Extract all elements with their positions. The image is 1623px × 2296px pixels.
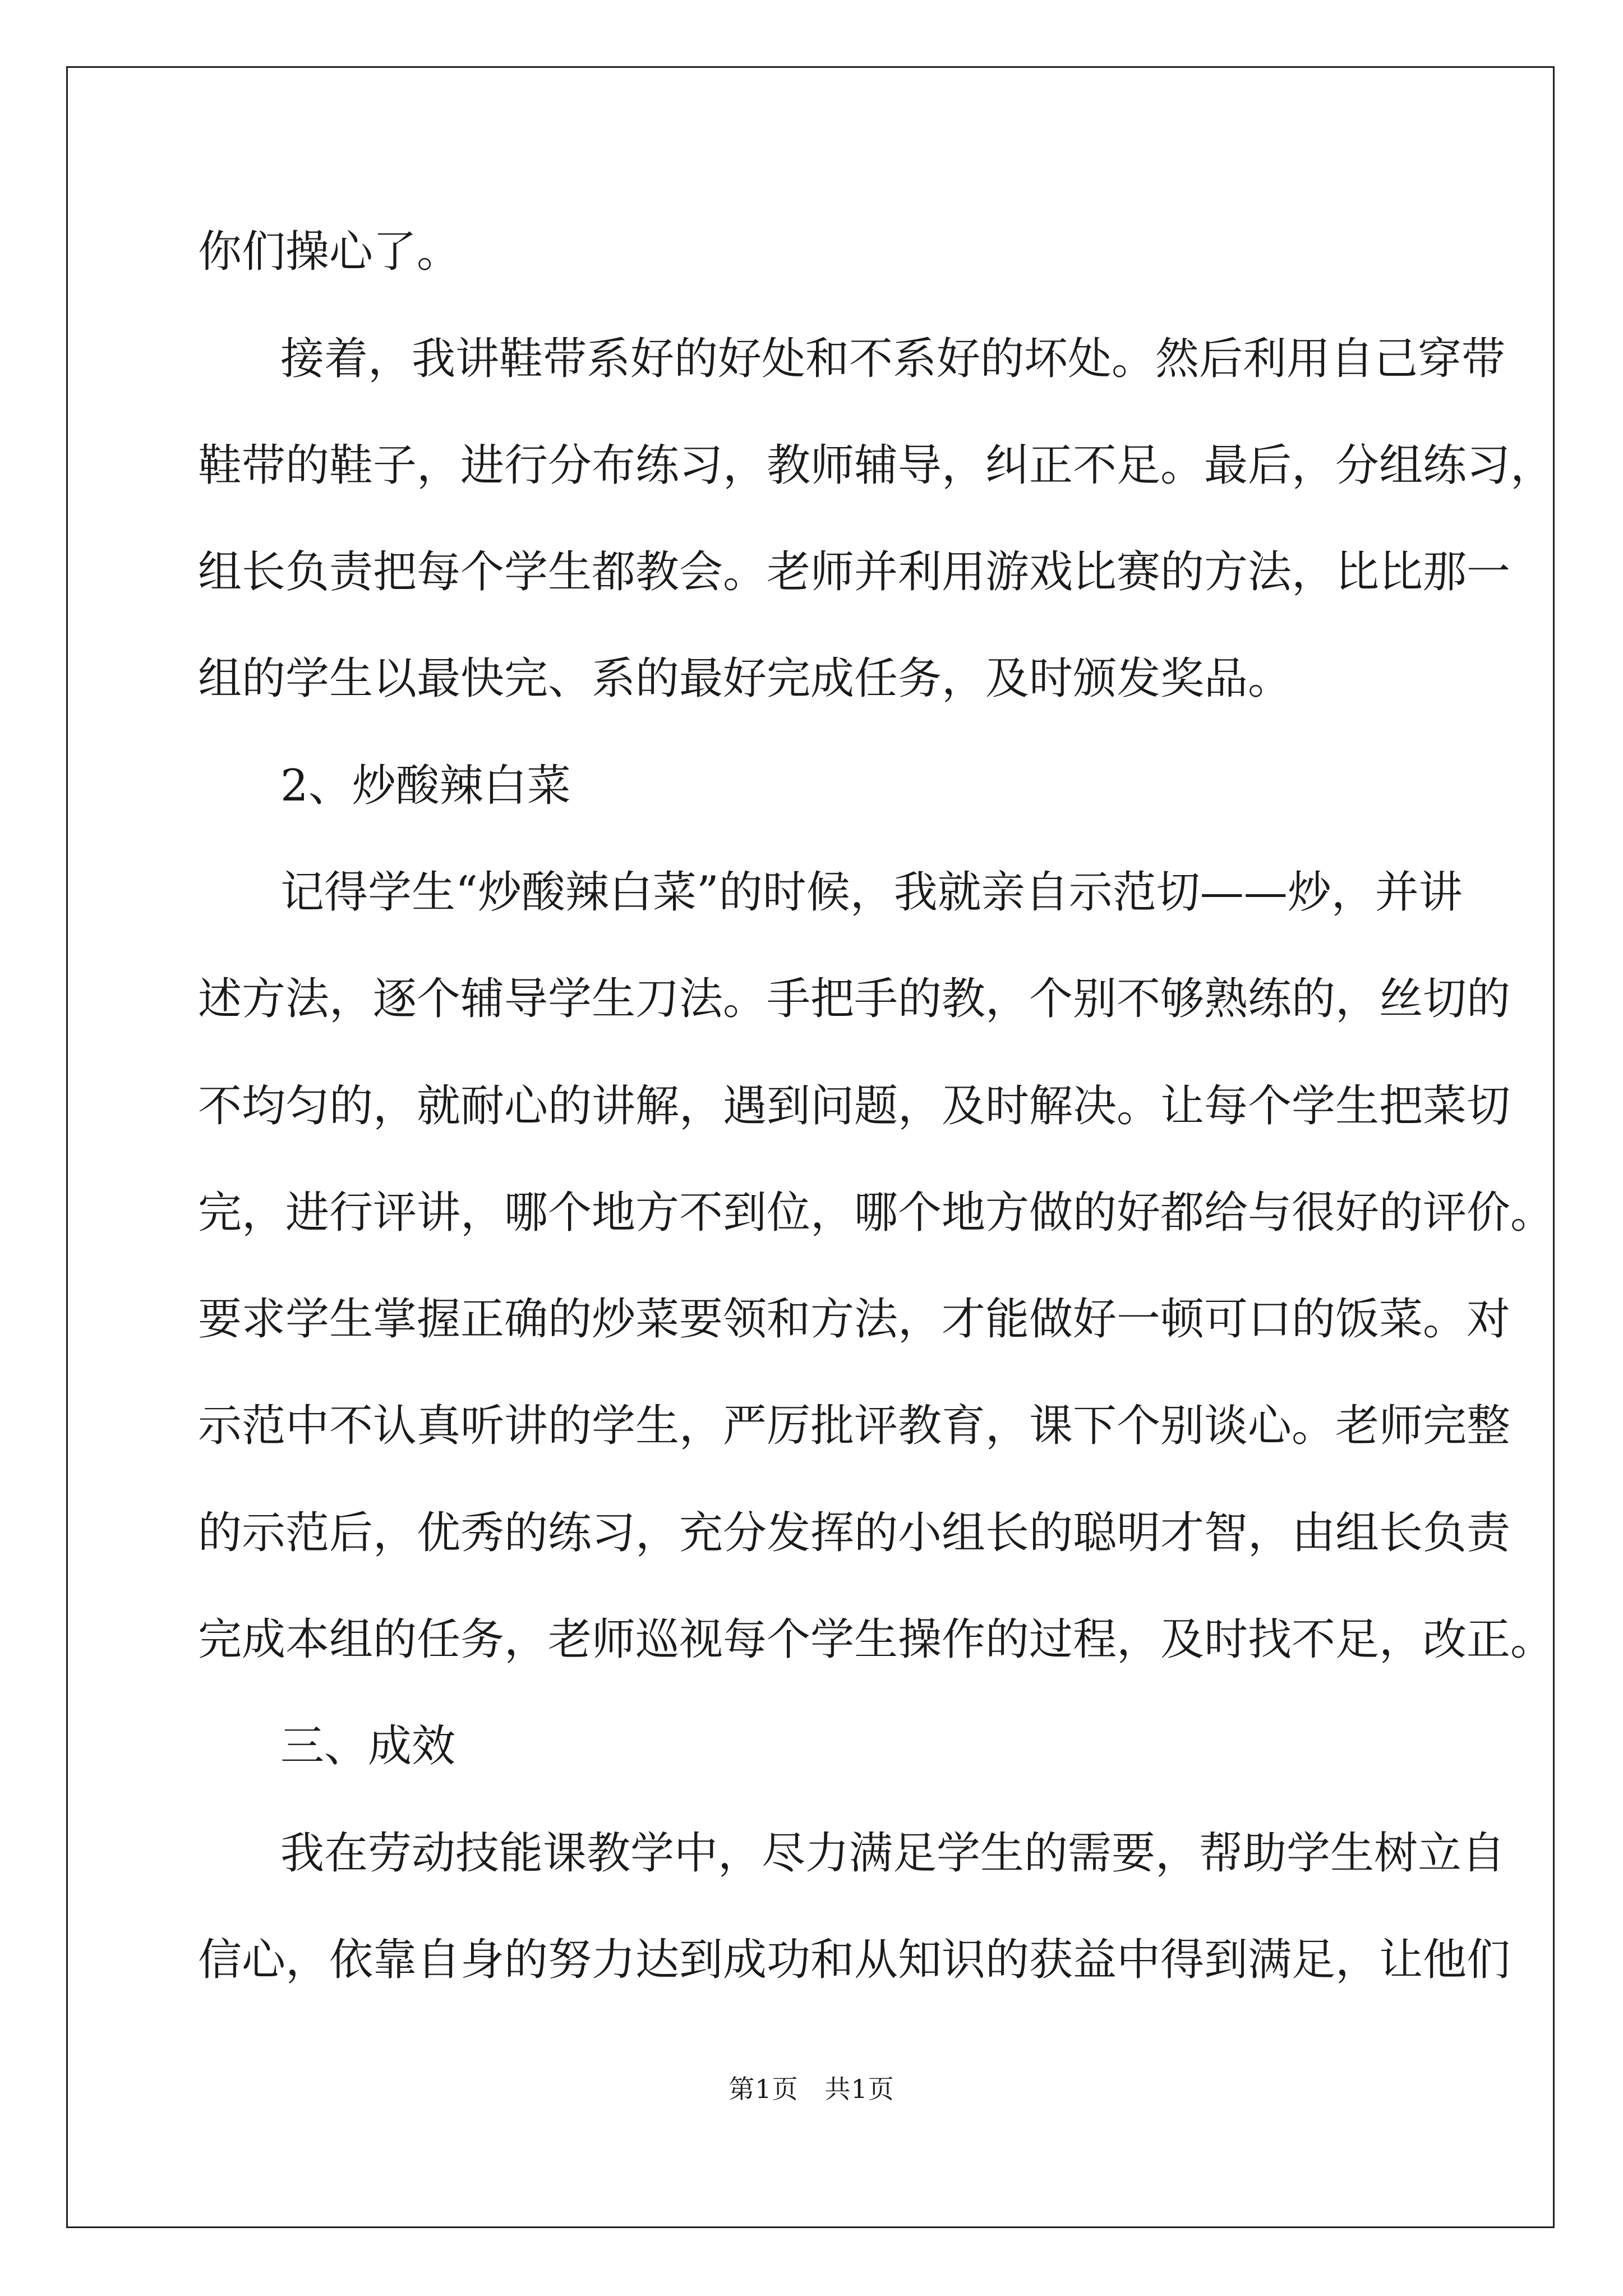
text-line: 鞋带的鞋子，进行分布练习，教师辅导，纠正不足。最后，分组练习， <box>198 440 1555 491</box>
paragraph-start-line: 我在劳动技能课教学中，尽力满足学生的需要，帮助学生树立自 <box>280 1828 1506 1879</box>
text-line: 组长负责把每个学生都教会。老师并利用游戏比赛的方法，比比那一 <box>198 547 1511 597</box>
section-heading: 2、炒酸辣白菜 <box>280 761 571 811</box>
paragraph-start-line: 接着，我讲鞋带系好的好处和不系好的坏处。然后利用自己穿带 <box>280 334 1506 384</box>
text-line: 组的学生以最快完、系的最好完成任务，及时颁发奖品。 <box>198 654 1292 704</box>
text-line: 完，进行评讲，哪个地方不到位，哪个地方做的好都给与很好的评价。 <box>198 1188 1555 1238</box>
text-line: 的示范后，优秀的练习，充分发挥的小组长的聪明才智，由组长负责 <box>198 1508 1511 1558</box>
text-line: 不均匀的，就耐心的讲解，遇到问题，及时解决。让每个学生把菜切 <box>198 1081 1511 1131</box>
text-line: 要求学生掌握正确的炒菜要领和方法，才能做好一顿可口的饭菜。对 <box>198 1294 1511 1345</box>
section-heading: 三、成效 <box>280 1721 456 1772</box>
text-line: 完成本组的任务，老师巡视每个学生操作的过程，及时找不足，改正。 <box>198 1614 1555 1665</box>
text-line: 示范中不认真听讲的学生，严厉批评教育，课下个别谈心。老师完整 <box>198 1401 1511 1451</box>
text-line: 述方法，逐个辅导学生刀法。手把手的教，个别不够熟练的，丝切的 <box>198 974 1511 1024</box>
text-line: 信心，依靠自身的努力达到成功和从知识的获益中得到满足，让他们 <box>198 1935 1511 1985</box>
page-border <box>66 66 1555 2228</box>
page-number-footer: 第1页 共1页 <box>728 2074 895 2104</box>
paragraph-start-line: 记得学生“炒酸辣白菜”的时候，我就亲自示范切——炒，并讲 <box>280 867 1463 918</box>
text-line: 你们操心了。 <box>198 227 461 277</box>
